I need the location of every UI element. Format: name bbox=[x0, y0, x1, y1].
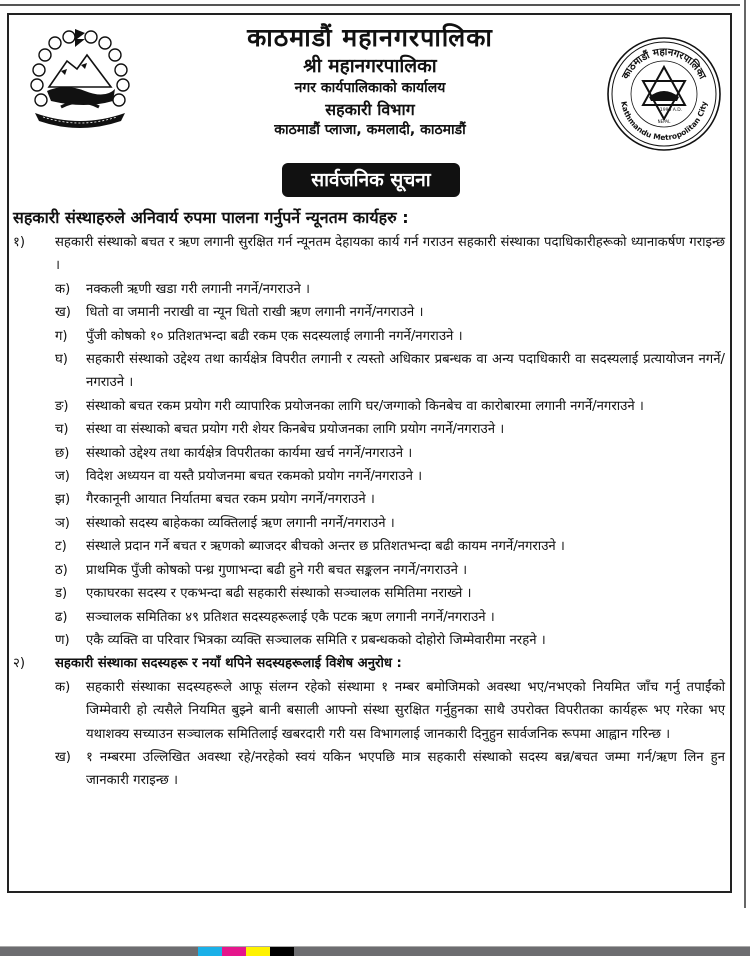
item-text: नक्कली ऋणी खडा गरी लगानी नगर्ने/नगराउने । bbox=[86, 281, 310, 297]
main-heading: सहकारी संस्थाहरुले अनिवार्य रुपमा पालना गर्नुपर्ने न्यूनतम कार्यहरु : bbox=[13, 208, 409, 227]
list-item bbox=[55, 559, 725, 582]
item-text: १ नम्बरमा उल्लिखित अवस्था रहे/नरहेको स्वयं यकिन भएपछि मात्र सहकारी संस्थाको सदस्य बन्न/बचत जम्मा गर्न/ऋण लिन हुन जानकारी गराइन्छ । bbox=[86, 749, 725, 789]
svg-text:NEPAL: NEPAL bbox=[657, 119, 671, 124]
item-number: ञ) bbox=[55, 515, 70, 531]
list-item bbox=[55, 746, 725, 793]
top-rule bbox=[0, 4, 740, 6]
section-1 bbox=[13, 231, 725, 278]
item-number: क) bbox=[55, 281, 71, 297]
item-number: छ) bbox=[55, 445, 70, 461]
item-number: ग) bbox=[55, 328, 68, 344]
list-item bbox=[55, 325, 725, 348]
item-text: प्राथमिक पुँजी कोषको पन्ध्र गुणाभन्दा बढी हुने गरी बचत सङ्कलन नगर्ने/नगराउने । bbox=[86, 562, 468, 578]
item-text: धितो वा जमानी नराखी वा न्यून धितो राखी ऋण लगानी नगर्ने/नगराउने । bbox=[86, 305, 424, 321]
office-header bbox=[150, 22, 590, 141]
list-item bbox=[55, 676, 725, 746]
item-text: पुँजी कोषको १० प्रतिशतभन्दा बढी रकम एक सदस्यलाई लगानी नगर्ने/नगराउने । bbox=[86, 328, 463, 344]
office-address: काठमाडौं प्लाजा, कमलादी, काठमाडौं bbox=[274, 122, 466, 138]
kathmandu-metropolitan-seal-icon bbox=[605, 35, 723, 153]
list-item bbox=[55, 465, 725, 488]
item-text: सहकारी संस्थाको उद्देश्य तथा कार्यक्षेत्र विपरीत लगानी र त्यस्तो अधिकार प्रबन्धक वा अन्य पदाधिकारी वा सदस्यलाई प्रत्यायोजन नगर्ने/नगराउने । bbox=[86, 352, 725, 391]
list-item bbox=[55, 512, 725, 535]
department-name: सहकारी विभाग bbox=[325, 100, 415, 119]
office-name: नगर कार्यपालिकाको कार्यालय bbox=[294, 80, 446, 96]
svg-text:काठमाडौं महानगरपालिका: काठमाडौं महानगरपालिका bbox=[620, 46, 708, 82]
section-number: २) bbox=[13, 656, 26, 672]
notice-body bbox=[13, 231, 725, 793]
public-notice-badge: सार्वजनिक सूचना bbox=[282, 163, 460, 197]
item-text: संस्थाको उद्देश्य तथा कार्यक्षेत्र विपरीतका कार्यमा खर्च नगर्ने/नगराउने । bbox=[86, 445, 413, 461]
list-item bbox=[55, 418, 725, 441]
svg-text:1996 A.D.: 1996 A.D. bbox=[659, 108, 683, 113]
list-item bbox=[55, 301, 725, 324]
item-number: घ) bbox=[55, 352, 68, 368]
list-item bbox=[55, 395, 725, 418]
section-2 bbox=[13, 652, 725, 675]
item-number: ङ) bbox=[55, 398, 69, 414]
section-text: सहकारी संस्थाको बचत र ऋण लगानी सुरक्षित गर्न न्यूनतम देहायका कार्य गर्न गराउन सहकारी संस्थाका पदाधिकारीहरूको ध्यानाकर्षण गराइन्छ । bbox=[55, 235, 725, 274]
item-number: च) bbox=[55, 422, 69, 438]
list-item bbox=[55, 606, 725, 629]
list-item bbox=[55, 535, 725, 558]
list-item bbox=[55, 348, 725, 395]
item-number: ड) bbox=[55, 586, 68, 602]
item-text: एकाघरका सदस्य र एकभन्दा बढी सहकारी संस्थाको सञ्चालक समितिमा नराख्ने । bbox=[86, 586, 472, 602]
right-rule bbox=[744, 0, 746, 908]
item-number: ठ) bbox=[55, 562, 68, 578]
cyan-swatch bbox=[198, 947, 222, 956]
calligraphy-title: श्री महानगरपालिका bbox=[303, 55, 437, 77]
list-item bbox=[55, 582, 725, 605]
item-text: गैरकानूनी आयात निर्यातमा बचत रकम प्रयोग नगर्ने/नगराउने । bbox=[86, 492, 375, 508]
section-number: १) bbox=[13, 235, 26, 250]
list-item bbox=[55, 488, 725, 511]
item-text: विदेश अध्ययन वा यस्तै प्रयोजनमा बचत रकमको प्रयोग नगर्ने/नगराउने । bbox=[86, 469, 423, 485]
item-text: संस्थाको बचत रकम प्रयोग गरी व्यापारिक प्रयोजनका लागि घर/जग्गाको किनबेच वा कारोबारमा लगानी नगर्ने/नगराउने । bbox=[86, 398, 644, 414]
nepal-emblem-icon bbox=[25, 25, 135, 135]
section-text: सहकारी संस्थाका सदस्यहरू र नयाँ थपिने सदस्यहरूलाई विशेष अनुरोध : bbox=[55, 656, 402, 672]
black-swatch bbox=[270, 947, 294, 956]
item-number: ण) bbox=[55, 632, 70, 648]
municipality-title: काठमाडौं महानगरपालिका bbox=[247, 23, 493, 52]
item-number: क) bbox=[55, 679, 71, 695]
list-item bbox=[55, 442, 725, 465]
item-text: सहकारी संस्थाका सदस्यहरूले आफू संलग्न रहेको संस्थामा १ नम्बर बमोजिमको अवस्था भए/नभएको नियमित जाँच गर्नु तपाईंको जिम्मेवारी हो त्यसैले नियमित बुझ्ने बानी बसाली आफ्नो संस्था सुरक्षित गर्नुहुनका साथै उपरोक्त विपरीतका कार्यहरू भए गरेका भए यथाशक्य सच्याउन सञ्चालक समितिलाई खबरदारी गरी यस विभागलाई जानकारी दिनुहुन सार्वजनिक रूपमा आह्वान गरिन्छ । bbox=[86, 679, 725, 742]
svg-text:Kathmandu Metropolitan City: Kathmandu Metropolitan City bbox=[619, 100, 709, 143]
item-number: झ) bbox=[55, 492, 71, 508]
item-text: सञ्चालक समितिका ४९ प्रतिशत सदस्यहरूलाई एकै पटक ऋण लगानी नगर्ने/नगराउने । bbox=[86, 609, 495, 625]
item-text: संस्थाको सदस्य बाहेकका व्यक्तिलाई ऋण लगानी नगर्ने/नगराउने । bbox=[86, 515, 395, 531]
item-number: ट) bbox=[55, 539, 67, 555]
yellow-swatch bbox=[246, 947, 270, 956]
list-item bbox=[55, 629, 725, 652]
item-text: एकै व्यक्ति वा परिवार भित्रका व्यक्ति सञ्चालक समिति र प्रबन्धकको दोहोरो जिम्मेवारीमा नरहने । bbox=[86, 632, 546, 648]
print-color-bar bbox=[0, 946, 750, 956]
magenta-swatch bbox=[222, 947, 246, 956]
item-number: ढ) bbox=[55, 609, 68, 625]
item-number: ज) bbox=[55, 469, 70, 485]
item-number: ख) bbox=[55, 305, 71, 321]
item-text: संस्थाले प्रदान गर्ने बचत र ऋणको ब्याजदर बीचको अन्तर छ प्रतिशतभन्दा बढी कायम नगर्ने/नगराउने । bbox=[86, 539, 565, 555]
item-number: ख) bbox=[55, 749, 71, 765]
list-item bbox=[55, 278, 725, 301]
item-text: संस्था वा संस्थाको बचत प्रयोग गरी शेयर किनबेच प्रयोजनका लागि प्रयोग नगर्ने/नगराउने । bbox=[86, 422, 505, 438]
